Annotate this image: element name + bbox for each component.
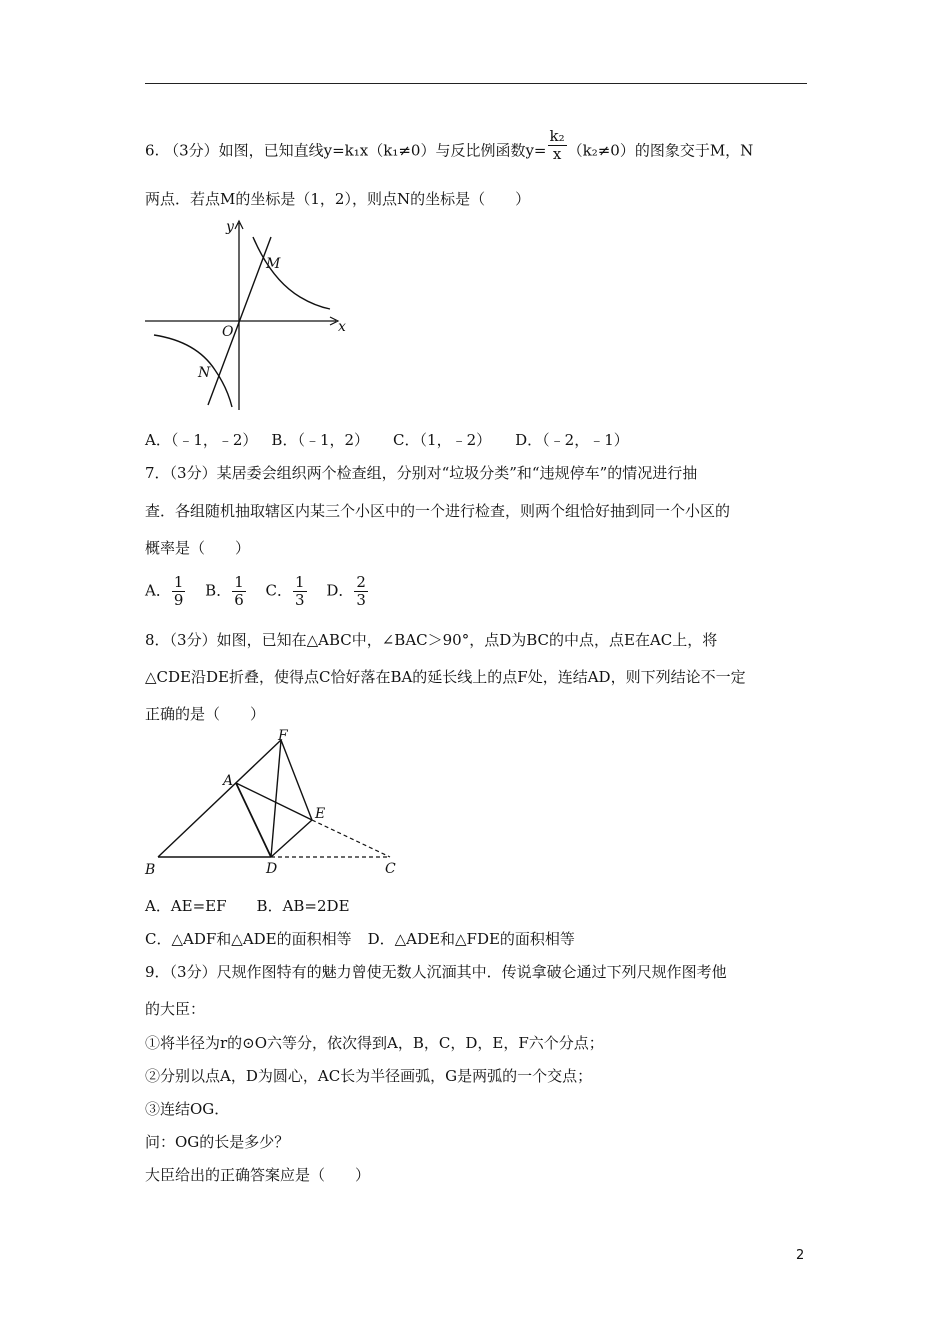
q9-line2: 的大臣：: [145, 1000, 206, 1018]
q7-option-a: [145, 574, 186, 609]
q8-option-d: D．△ADE和△FDE的面积相等: [367, 930, 575, 948]
q8-option-b: B．AB=2DE: [256, 897, 350, 915]
q7-option-a-frac: [172, 574, 186, 609]
q7-option-d-den: 3: [356, 591, 366, 609]
q6-option-b: B．（﹣1，2）: [271, 431, 370, 449]
q6-option-c: C．（1，﹣2）: [393, 431, 492, 449]
q7-option-c-label: C．: [265, 581, 293, 600]
q9-step3: ③连结OG．: [145, 1100, 230, 1118]
q6-option-d: D．（﹣2，﹣1）: [515, 431, 629, 449]
q6-fraction: [548, 128, 567, 163]
q8-line-fd: [271, 740, 281, 857]
q7-option-b-frac: [232, 574, 246, 609]
q9-answer-prompt: 大臣给出的正确答案应是（ ）: [145, 1166, 371, 1184]
q6-label-x: x: [338, 319, 346, 335]
q8-option-a: A．AE=EF: [145, 897, 227, 915]
q6-figure: [140, 215, 360, 415]
q7-option-c-frac: [293, 574, 307, 609]
q6-frac-num: k₂: [549, 127, 565, 145]
q7-options: [145, 574, 383, 609]
q8-line-fe: [281, 740, 312, 820]
q8-option-c: C．△ADF和△ADE的面积相等: [145, 930, 352, 948]
q8-label-a: A: [223, 773, 234, 789]
q6-label-n: N: [198, 365, 211, 381]
q6-hyperbola-branch-1: [253, 237, 330, 309]
q8-line-de: [271, 820, 312, 857]
q8-line2: △CDE沿DE折叠，使得点C恰好落在BA的延长线上的点F处，连结AD，则下列结论不一定: [145, 668, 746, 686]
q7-option-b-den: 6: [234, 591, 244, 609]
q6-line2: 两点．若点M的坐标是（1，2），则点N的坐标是（ ）: [145, 190, 531, 208]
q6-label-o: O: [222, 324, 234, 340]
q8-line-ec: [312, 820, 390, 857]
q7-option-c-den: 3: [295, 591, 305, 609]
q6-label-m: M: [266, 256, 281, 272]
q9-line1: 9．（3分）尺规作图特有的魅力曾使无数人沉湎其中．传说拿破仑通过下列尺规作图考他: [145, 963, 727, 981]
q6-frac-den: x: [552, 145, 562, 163]
q8-options-row1: [145, 896, 364, 916]
q7-option-d-label: D．: [326, 581, 354, 600]
q7-line1: 7．（3分）某居委会组织两个检查组，分别对“垃圾分类”和“违规停车”的情况进行抽: [145, 464, 698, 482]
q8-label-d: D: [266, 861, 278, 877]
q8-line3: 正确的是（ ）: [145, 705, 266, 723]
q8-options-row2: [145, 929, 589, 949]
q7-option-c-num: 1: [295, 573, 305, 591]
q7-option-a-den: 9: [173, 591, 184, 609]
q7-option-b-label: B．: [205, 581, 232, 600]
q6-label-y: y: [226, 219, 234, 235]
q8-figure: [140, 728, 410, 880]
q7-line3: 概率是（ ）: [145, 539, 251, 557]
q8-label-f: F: [278, 728, 288, 744]
q8-label-e: E: [315, 806, 326, 822]
q9-step2: ②分别以点A，D为圆心，AC长为半径画弧，G是两弧的一个交点；: [145, 1067, 593, 1085]
q9-question: 问：OG的长是多少？: [145, 1133, 290, 1151]
q8-line1: 8．（3分）如图，已知在△ABC中，∠BAC＞90°，点D为BC的中点，点E在AC上，将: [145, 631, 718, 649]
q7-line2: 查．各组随机抽取辖区内某三个小区中的一个进行检查，则两个组恰好抽到同一个小区的: [145, 502, 731, 520]
header-rule: [145, 83, 807, 84]
q6-option-a: A．（﹣1，﹣2）: [145, 431, 258, 449]
q7-option-d-num: 2: [356, 573, 366, 591]
q7-option-a-label: A．: [145, 581, 171, 600]
q8-label-b: B: [145, 862, 156, 878]
q9-step1: ①将半径为r的⊙O六等分，依次得到A，B，C，D，E，F六个分点；: [145, 1034, 604, 1052]
q6-text-b: （k₂≠0）的图象交于M，N: [567, 141, 754, 160]
q7-option-c: [266, 574, 308, 609]
q7-option-b-num: 1: [234, 573, 244, 591]
q8-label-c: C: [385, 861, 396, 877]
q6-text-a: 6. （3分）如图，已知直线y=k₁x（k₁≠0）与反比例函数y=: [145, 141, 547, 160]
q8-line-ad: [236, 783, 271, 857]
q7-option-d: [326, 574, 369, 609]
q7-option-b: [205, 574, 247, 609]
q6-options: [145, 430, 643, 450]
q6-line1: [145, 127, 754, 163]
page-number: 2: [796, 1248, 805, 1263]
q7-option-d-frac: [354, 574, 368, 609]
q7-option-a-num: 1: [173, 573, 184, 591]
